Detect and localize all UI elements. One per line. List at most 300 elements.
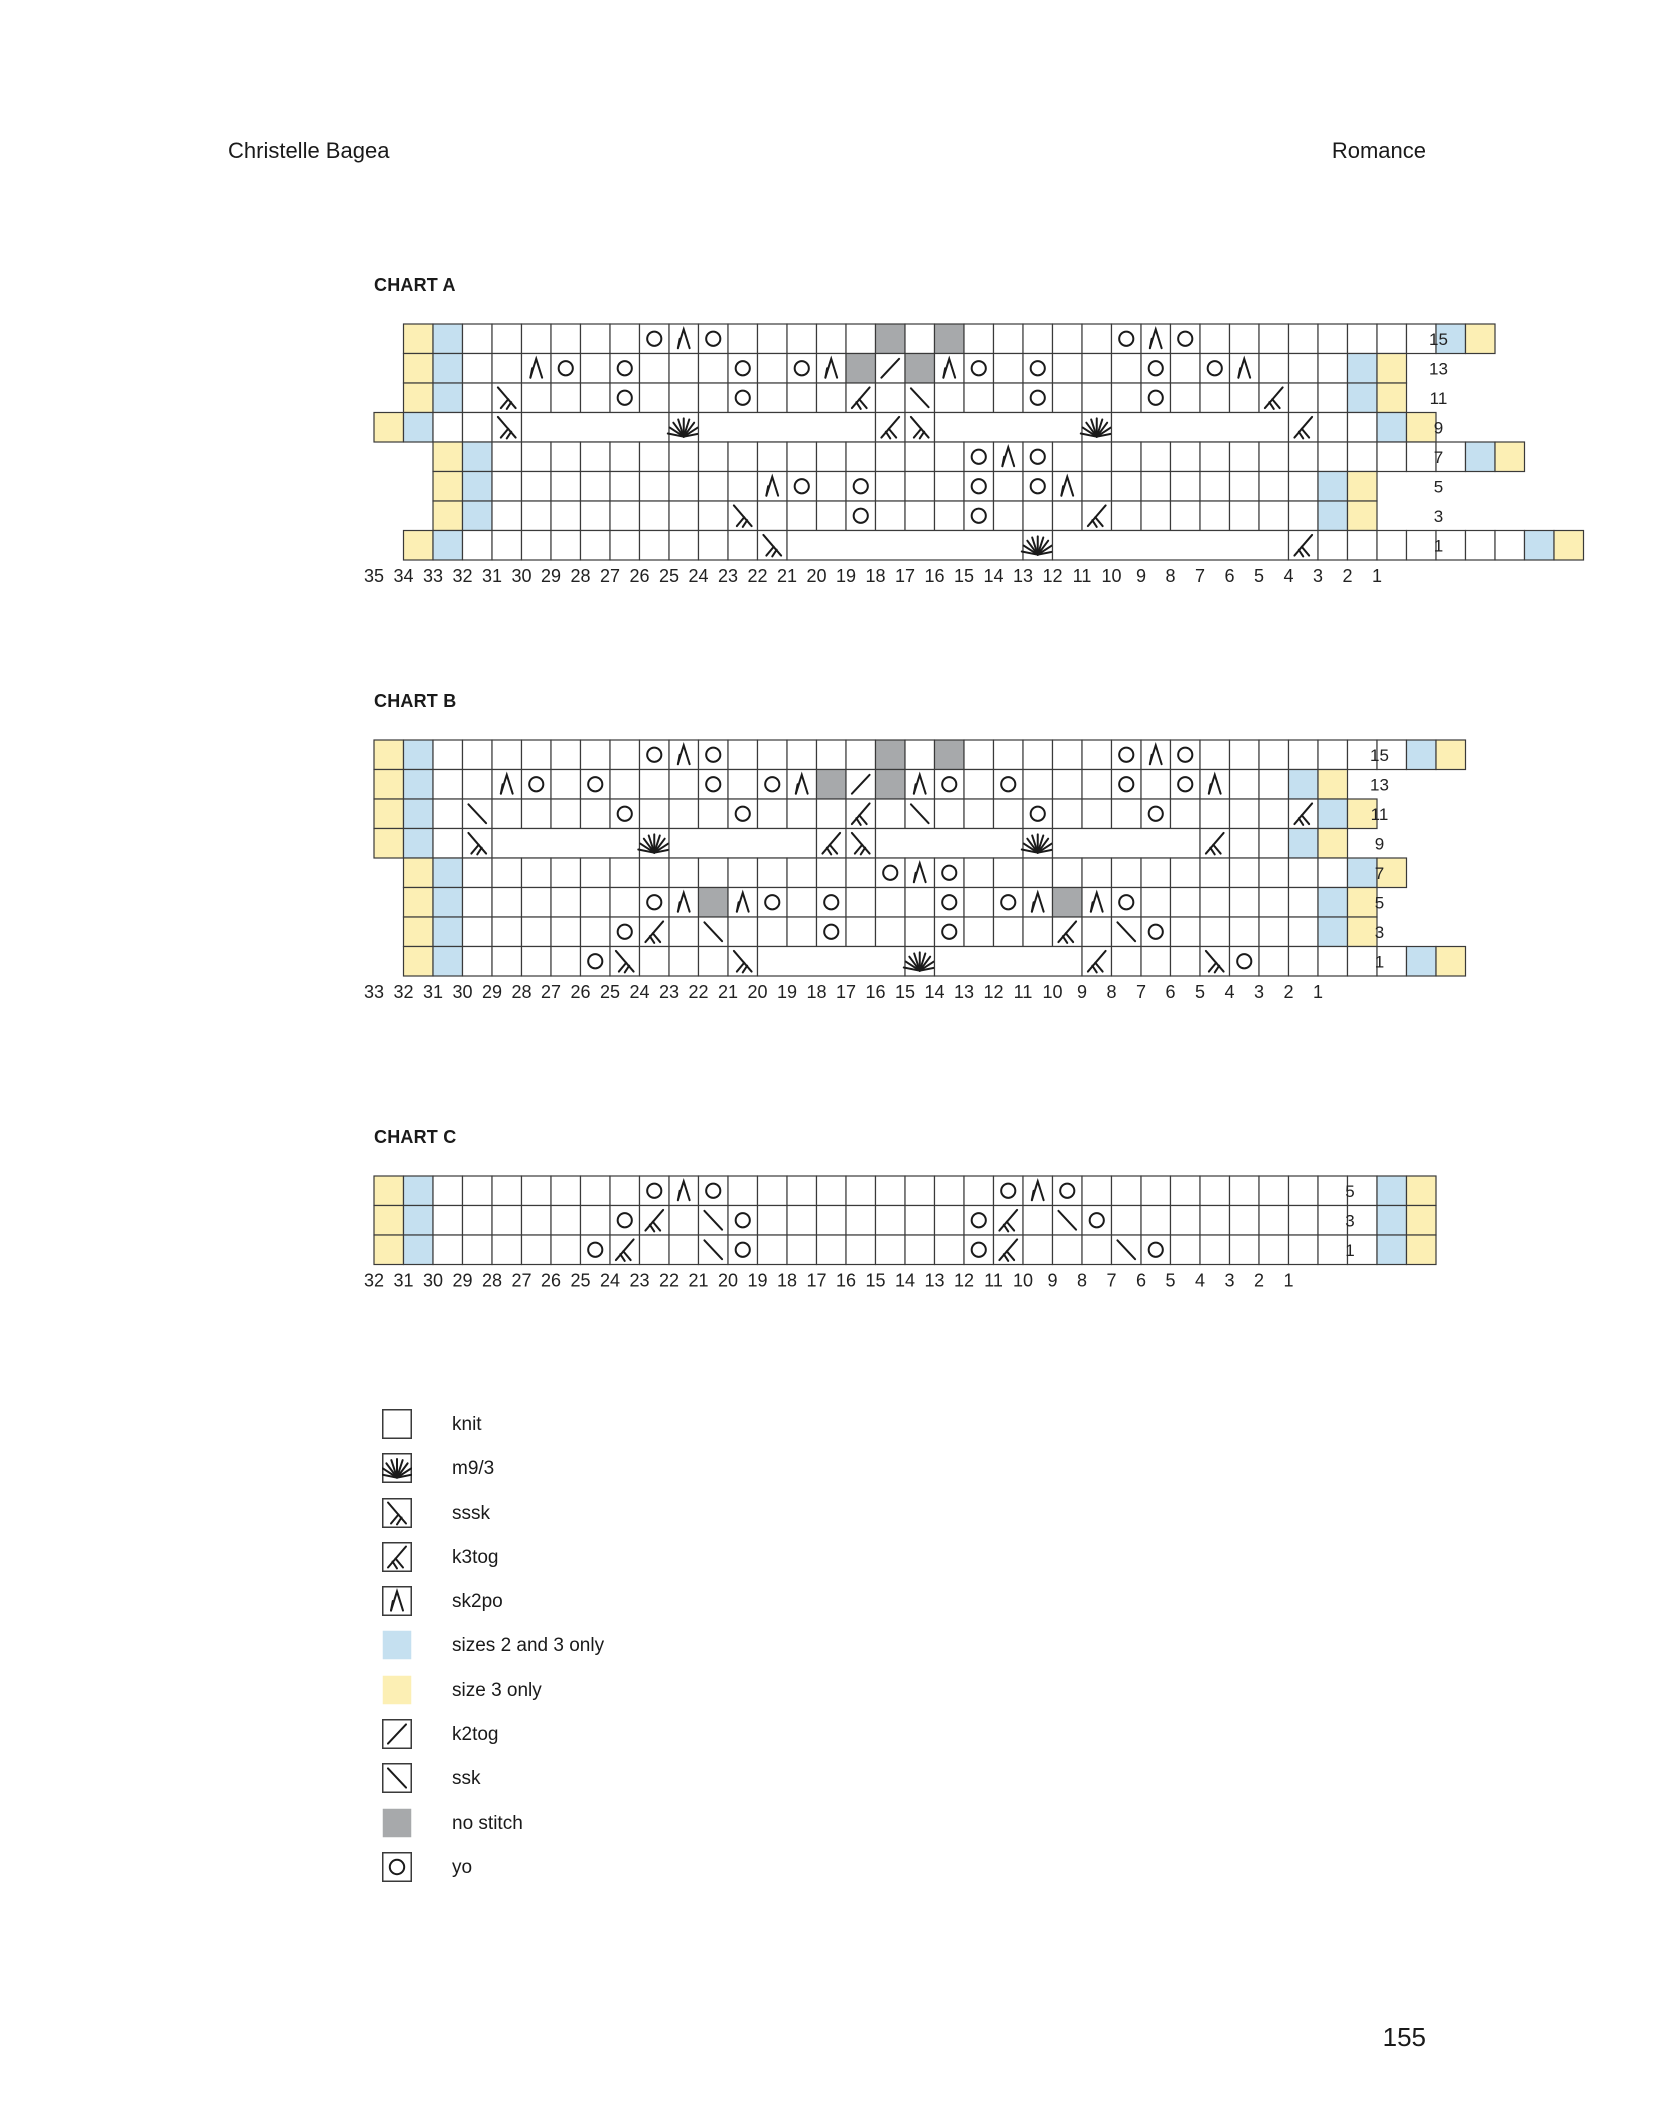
- knit-cell: [728, 740, 758, 770]
- knit-cell: [1259, 917, 1289, 947]
- knit-cell: [1230, 383, 1260, 413]
- knit-cell: [846, 858, 876, 888]
- size3-cell: [1407, 1176, 1437, 1206]
- knit-cell: [1289, 354, 1319, 384]
- size3-cell: [404, 858, 434, 888]
- knit-cell: [787, 858, 817, 888]
- knit-cell: [758, 1176, 788, 1206]
- knit-cell: [1289, 383, 1319, 413]
- size3-cell: [404, 888, 434, 918]
- knit-cell: [522, 740, 552, 770]
- knit-span: [1053, 829, 1201, 859]
- knit-cell: [1230, 501, 1260, 531]
- knit-cell: [1200, 472, 1230, 502]
- knit-cell: [463, 947, 493, 977]
- knit-cell: [846, 1176, 876, 1206]
- sizes2-3-cell: [1318, 472, 1348, 502]
- stitch-number: 4: [1224, 982, 1235, 1002]
- knit-cell: [669, 472, 699, 502]
- knit-cell: [551, 917, 581, 947]
- size3-cell: [1348, 472, 1378, 502]
- knit-cell: [610, 1206, 640, 1236]
- knit-cell: [463, 1206, 493, 1236]
- knit-cell: [905, 740, 935, 770]
- k3tog-icon: [382, 1542, 412, 1572]
- knit-cell: [1230, 1235, 1260, 1265]
- knit-cell: [1053, 799, 1083, 829]
- stitch-number: 8: [1076, 1270, 1088, 1291]
- knit-cell: [1053, 501, 1083, 531]
- knit-cell: [1318, 354, 1348, 384]
- knit-cell: [905, 1206, 935, 1236]
- stitch-number: 18: [865, 566, 886, 586]
- knit-cell: [1053, 858, 1083, 888]
- knit-cell: [935, 888, 965, 918]
- knit-cell: [994, 501, 1024, 531]
- knit-cell: [640, 354, 670, 384]
- stitch-number: 33: [422, 566, 444, 586]
- row-number: 11: [1429, 389, 1448, 409]
- knit-cell: [463, 917, 493, 947]
- chart-c-title: CHART C: [374, 1127, 457, 1147]
- knit-cell: [1141, 354, 1171, 384]
- knit-cell: [758, 770, 788, 800]
- knit-span: [492, 829, 640, 859]
- knit-cell: [876, 799, 906, 829]
- chart-b-title: CHART B: [374, 691, 457, 711]
- knit-cell: [581, 770, 611, 800]
- size3-cell: [433, 472, 463, 502]
- knit-cell: [1023, 324, 1053, 354]
- knit-cell: [1289, 740, 1319, 770]
- knit-cell: [728, 799, 758, 829]
- knit-cell: [551, 947, 581, 977]
- knit-cell: [964, 799, 994, 829]
- knit-cell: [787, 501, 817, 531]
- legend-label: k2tog: [452, 1724, 499, 1746]
- stitch-number: 30: [422, 1270, 444, 1291]
- sizes2-3-cell: [404, 1235, 434, 1265]
- sizes2-3-cell: [433, 888, 463, 918]
- sizes2-3-cell: [404, 413, 434, 443]
- stitch-number: 26: [570, 982, 591, 1002]
- knit-cell: [1141, 947, 1171, 977]
- knit-cell: [640, 770, 670, 800]
- sizes2-3-cell: [433, 383, 463, 413]
- knit-cell: [1230, 442, 1260, 472]
- knit-cell: [433, 770, 463, 800]
- stitch-number: 13: [924, 1270, 945, 1291]
- knit-cell: [1053, 383, 1083, 413]
- knit-cell: [1023, 442, 1053, 472]
- knit-cell: [1112, 442, 1142, 472]
- knit-cell: [581, 947, 611, 977]
- knit-cell: [492, 858, 522, 888]
- sizes2-3-cell: [433, 858, 463, 888]
- knit-cell: [1053, 770, 1083, 800]
- knit-cell: [522, 1235, 552, 1265]
- knit-cell: [1141, 799, 1171, 829]
- knit-cell: [1141, 858, 1171, 888]
- knit-cell: [876, 1176, 906, 1206]
- knit-cell: [846, 1235, 876, 1265]
- stitch-number: 1: [1371, 566, 1383, 586]
- knit-cell: [551, 531, 581, 561]
- knit-cell: [1082, 858, 1112, 888]
- knit-cell: [1023, 770, 1053, 800]
- knit-cell: [1053, 1176, 1083, 1206]
- stitch-number: 17: [894, 566, 916, 586]
- stitch-number: 15: [894, 982, 916, 1002]
- knit-cell: [640, 442, 670, 472]
- knit-cell: [699, 858, 729, 888]
- stitch-number: 28: [481, 1270, 503, 1291]
- knit-cell: [787, 888, 817, 918]
- knit-cell: [1259, 324, 1289, 354]
- knit-cell: [935, 501, 965, 531]
- knit-cell: [433, 799, 463, 829]
- sizes2-3-cell: [463, 442, 493, 472]
- size3-cell: [404, 324, 434, 354]
- knit-cell: [1230, 829, 1260, 859]
- knit-cell: [669, 442, 699, 472]
- knit-cell: [1289, 1235, 1319, 1265]
- size3-cell: [1436, 947, 1466, 977]
- stitch-number: 4: [1283, 566, 1294, 586]
- size3-cell: [1495, 442, 1525, 472]
- knit-cell: [1171, 947, 1201, 977]
- knit-cell: [964, 917, 994, 947]
- stitch-number: 2: [1253, 1270, 1265, 1291]
- stitch-number: 16: [924, 566, 945, 586]
- size3-cell: [374, 1176, 404, 1206]
- stitch-number: 22: [688, 982, 709, 1002]
- stitch-number: 20: [806, 566, 827, 586]
- knit-cell: [1171, 1206, 1201, 1236]
- knit-cell: [1171, 324, 1201, 354]
- knit-cell: [1082, 1206, 1112, 1236]
- knit-cell: [1141, 888, 1171, 918]
- stitch-number: 10: [1012, 1270, 1034, 1291]
- knit-cell: [581, 472, 611, 502]
- stitch-number: 14: [924, 982, 945, 1002]
- knit-cell: [846, 472, 876, 502]
- knit-cell: [964, 383, 994, 413]
- knit-cell: [876, 888, 906, 918]
- knit-cell: [1141, 501, 1171, 531]
- knit-cell: [699, 947, 729, 977]
- size3-cell: [433, 501, 463, 531]
- knit-cell: [728, 383, 758, 413]
- no-stitch-cell: [1053, 888, 1083, 918]
- knit-cell: [994, 740, 1024, 770]
- knit-cell: [1230, 1206, 1260, 1236]
- size3-cell: [374, 770, 404, 800]
- knit-cell: [1082, 383, 1112, 413]
- knit-cell: [964, 740, 994, 770]
- row-number: 5: [1433, 477, 1444, 497]
- knit-span: [699, 413, 876, 443]
- knit-cell: [640, 858, 670, 888]
- knit-cell: [905, 888, 935, 918]
- stitch-number: 21: [776, 566, 798, 586]
- knit-cell: [1171, 888, 1201, 918]
- no-stitch-cell: [699, 888, 729, 918]
- knit-cell: [1053, 442, 1083, 472]
- knit-cell: [581, 858, 611, 888]
- stitch-number: 13: [953, 982, 975, 1002]
- knit-cell: [522, 888, 552, 918]
- knit-cell: [758, 888, 788, 918]
- stitch-number: 12: [953, 1270, 975, 1291]
- legend-label: yo: [452, 1856, 473, 1878]
- knit-cell: [758, 354, 788, 384]
- sizes2-3-cell: [433, 531, 463, 561]
- knit-cell: [610, 740, 640, 770]
- knit-cell: [1230, 799, 1260, 829]
- knit-cell: [1259, 472, 1289, 502]
- knit-cell: [433, 740, 463, 770]
- knit-cell: [669, 770, 699, 800]
- knit-cell: [1289, 442, 1319, 472]
- knit-cell: [1171, 740, 1201, 770]
- knit-cell: [758, 501, 788, 531]
- knit-cell: [758, 917, 788, 947]
- knit-cell: [964, 472, 994, 502]
- knit-cell: [876, 917, 906, 947]
- knit-cell: [1230, 947, 1260, 977]
- knit-cell: [1082, 917, 1112, 947]
- sizes2-3-cell: [1348, 383, 1378, 413]
- knit-cell: [935, 1206, 965, 1236]
- knit-cell: [787, 917, 817, 947]
- knit-cell: [581, 324, 611, 354]
- blue-icon: [382, 1630, 412, 1660]
- knit-cell: [787, 354, 817, 384]
- knit-cell: [964, 858, 994, 888]
- stitch-number: 19: [835, 566, 857, 586]
- stitch-number: 16: [835, 1270, 857, 1291]
- knit-cell: [994, 472, 1024, 502]
- sizes2-3-cell: [1289, 829, 1319, 859]
- stitch-number: 27: [540, 982, 562, 1002]
- book-title: Romance: [1331, 138, 1426, 163]
- knit-cell: [1082, 354, 1112, 384]
- knit-cell: [522, 917, 552, 947]
- knit-cell: [1112, 501, 1142, 531]
- stitch-number: 7: [1106, 1270, 1117, 1291]
- knit-cell: [551, 472, 581, 502]
- knit-cell: [817, 740, 847, 770]
- no-stitch-cell: [876, 324, 906, 354]
- knit-cell: [522, 472, 552, 502]
- stitch-number: 21: [717, 982, 739, 1002]
- knit-cell: [1112, 770, 1142, 800]
- knit-cell: [1377, 442, 1407, 472]
- stitch-number: 30: [452, 982, 473, 1002]
- knit-cell: [463, 740, 493, 770]
- knit-cell: [876, 472, 906, 502]
- knit-cell: [640, 1235, 670, 1265]
- stitch-number: 8: [1165, 566, 1176, 586]
- row-number: 9: [1433, 418, 1444, 438]
- knit-cell: [817, 799, 847, 829]
- knit-cell: [699, 531, 729, 561]
- knit-cell: [1082, 442, 1112, 472]
- stitch-number: 6: [1135, 1270, 1147, 1291]
- knit-cell: [758, 324, 788, 354]
- stitch-number: 4: [1194, 1270, 1206, 1291]
- size3-cell: [1407, 413, 1437, 443]
- sizes2-3-cell: [1377, 1206, 1407, 1236]
- size3-cell: [1436, 740, 1466, 770]
- knit-cell: [1023, 858, 1053, 888]
- stitch-number: 26: [629, 566, 650, 586]
- knit-cell: [1289, 501, 1319, 531]
- stitch-number: 28: [511, 982, 532, 1002]
- knit-cell: [433, 1176, 463, 1206]
- m9-icon: [382, 1453, 412, 1483]
- knit-cell: [669, 917, 699, 947]
- knit-cell: [640, 799, 670, 829]
- legend-label: knit: [452, 1414, 482, 1435]
- knit-cell: [1141, 770, 1171, 800]
- knit-cell: [551, 324, 581, 354]
- knit-cell: [1171, 770, 1201, 800]
- knit-cell: [1348, 947, 1378, 977]
- knit-cell: [964, 354, 994, 384]
- page-number: 155: [1382, 2022, 1426, 2052]
- stitch-number: 32: [393, 982, 414, 1002]
- sizes2-3-cell: [1407, 947, 1437, 977]
- knit-span: [669, 829, 817, 859]
- chart-a-grid: [0, 300, 1654, 600]
- knit-cell: [1289, 472, 1319, 502]
- knit-cell: [817, 472, 847, 502]
- knit-cell: [581, 917, 611, 947]
- knit-cell: [935, 383, 965, 413]
- knit-cell: [1230, 324, 1260, 354]
- knit-cell: [699, 442, 729, 472]
- stitch-number: 24: [688, 566, 709, 586]
- sizes2-3-cell: [1318, 917, 1348, 947]
- sizes2-3-cell: [1407, 740, 1437, 770]
- knit-cell: [846, 324, 876, 354]
- knit-cell: [876, 1235, 906, 1265]
- knit-cell: [669, 947, 699, 977]
- stitch-number: 5: [1165, 1270, 1176, 1291]
- knit-cell: [1200, 501, 1230, 531]
- knit-cell: [1259, 829, 1289, 859]
- knit-cell: [1259, 799, 1289, 829]
- knit-cell: [994, 858, 1024, 888]
- knit-cell: [1318, 1176, 1348, 1206]
- stitch-number: 29: [481, 982, 503, 1002]
- no-stitch-cell: [876, 770, 906, 800]
- knit-cell: [1023, 472, 1053, 502]
- knit-cell: [758, 1206, 788, 1236]
- knit-cell: [1289, 324, 1319, 354]
- knit-cell: [905, 1176, 935, 1206]
- size3-cell: [404, 531, 434, 561]
- knit-cell: [433, 413, 463, 443]
- stitch-number: 11: [984, 1270, 1003, 1291]
- knit-cell: [1259, 888, 1289, 918]
- knit-cell: [610, 383, 640, 413]
- knit-cell: [1082, 324, 1112, 354]
- sizes2-3-cell: [404, 799, 434, 829]
- chart-a-title: CHART A: [374, 275, 456, 295]
- stitch-number: 31: [393, 1270, 414, 1291]
- nostitch-icon: [382, 1808, 412, 1838]
- stitch-number: 29: [540, 566, 562, 586]
- knit-cell: [492, 1176, 522, 1206]
- stitch-number: 16: [865, 982, 886, 1002]
- knit-cell: [581, 1176, 611, 1206]
- size3-cell: [374, 829, 404, 859]
- knit-cell: [1230, 740, 1260, 770]
- row-number: 7: [1374, 864, 1385, 884]
- knit-cell: [728, 770, 758, 800]
- legend-label: no stitch: [452, 1812, 523, 1834]
- knit-cell: [492, 799, 522, 829]
- knit-span: [787, 531, 1023, 561]
- stitch-number: 5: [1194, 982, 1206, 1002]
- knit-cell: [876, 442, 906, 472]
- size3-cell: [374, 413, 404, 443]
- knit-cell: [522, 324, 552, 354]
- knit-cell: [610, 917, 640, 947]
- knit-cell: [1407, 442, 1437, 472]
- knit-cell: [551, 1235, 581, 1265]
- sizes2-3-cell: [463, 472, 493, 502]
- knit-span: [758, 947, 906, 977]
- knit-cell: [817, 442, 847, 472]
- stitch-number: 33: [363, 982, 385, 1002]
- knit-cell: [1318, 1206, 1348, 1236]
- knit-cell: [522, 442, 552, 472]
- knit-cell: [905, 442, 935, 472]
- no-stitch-cell: [817, 770, 847, 800]
- knit-cell: [1141, 442, 1171, 472]
- sizes2-3-cell: [404, 1176, 434, 1206]
- knit-cell: [463, 383, 493, 413]
- knit-cell: [1112, 1176, 1142, 1206]
- stitch-number: 28: [570, 566, 591, 586]
- knit-cell: [640, 947, 670, 977]
- knit-cell: [787, 472, 817, 502]
- size3-cell: [1348, 888, 1378, 918]
- knit-cell: [1082, 770, 1112, 800]
- knit-cell: [994, 799, 1024, 829]
- knit-cell: [964, 1176, 994, 1206]
- knit-cell: [817, 888, 847, 918]
- stitch-number: 29: [452, 1270, 473, 1291]
- stitch-number: 8: [1106, 982, 1117, 1002]
- knit-cell: [1141, 383, 1171, 413]
- knit-cell: [1259, 1206, 1289, 1236]
- stitch-number: 18: [806, 982, 827, 1002]
- stitch-number: 23: [658, 982, 680, 1002]
- knit-cell: [1318, 442, 1348, 472]
- stitch-number: 2: [1283, 982, 1294, 1002]
- stitch-number: 22: [747, 566, 768, 586]
- knit-cell: [846, 917, 876, 947]
- stitch-number: 30: [511, 566, 532, 586]
- knit-cell: [551, 354, 581, 384]
- sizes2-3-cell: [433, 917, 463, 947]
- sizes2-3-cell: [404, 829, 434, 859]
